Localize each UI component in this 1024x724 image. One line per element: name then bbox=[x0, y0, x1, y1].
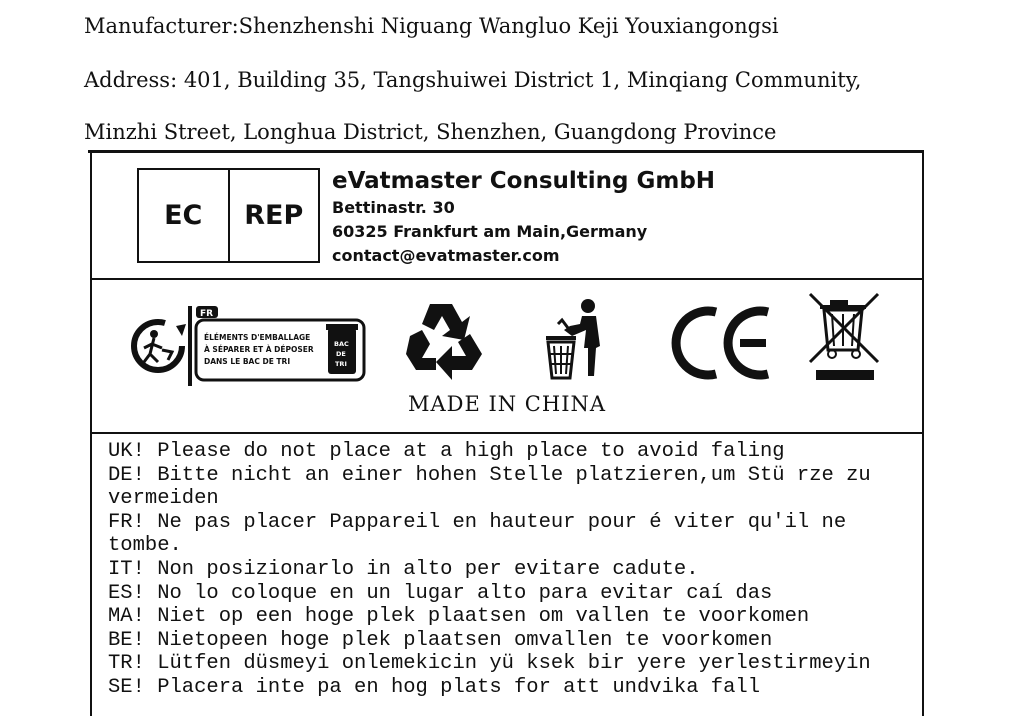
warning-line: tombe. bbox=[108, 534, 182, 558]
triman-text-1: ÉLÉMENTS D'EMBALLAGE bbox=[204, 333, 311, 342]
ce-mark-icon bbox=[668, 304, 778, 382]
warning-line: MA! Niet op een hoge plek plaatsen om vallen te voorkomen bbox=[108, 605, 810, 629]
triman-fr: FR bbox=[200, 309, 214, 319]
triman-icon bbox=[128, 304, 372, 388]
warning-line: IT! Non posizionarlo in alto per evitare cadute. bbox=[108, 557, 699, 581]
ec-rep-box bbox=[137, 168, 320, 263]
warning-line: BE! Nietopeen hoge plek plaatsen omvallen te voorkomen bbox=[108, 628, 773, 652]
triman-text-3: DANS LE BAC DE TRI bbox=[204, 357, 291, 366]
address-line-1: Address: 401, Building 35, Tangshuiwei District 1, Minqiang Community, bbox=[84, 68, 862, 92]
ec-rep-section bbox=[92, 152, 922, 280]
warning-line: TR! Lütfen düsmeyi onlemekicin yü ksek bir yere yerlestirmeyin bbox=[108, 652, 871, 676]
address-line-2: Minzhi Street, Longhua District, Shenzhen, Guangdong Province bbox=[84, 120, 777, 144]
triman-bin-1: BAC bbox=[334, 340, 349, 348]
rep-street: Bettinastr. 30 bbox=[332, 198, 455, 217]
ec-label: EC bbox=[164, 200, 203, 231]
triman-bin-3: TRI bbox=[335, 360, 347, 368]
rep-city: 60325 Frankfurt am Main,Germany bbox=[332, 222, 648, 241]
rep-email: contact@evatmaster.com bbox=[332, 246, 560, 265]
warnings-section bbox=[92, 434, 922, 718]
warning-line: ES! No lo coloque en un lugar alto para evitar caí das bbox=[108, 581, 773, 605]
warning-line: DE! Bitte nicht an einer hohen Stelle platzieren,um Stü rze zu bbox=[108, 463, 871, 487]
manufacturer-line: Manufacturer:Shenzhenshi Niguang Wangluo Keji Youxiangongsi bbox=[84, 14, 779, 38]
warning-line: SE! Placera inte pa en hog plats for att undvika fall bbox=[108, 675, 761, 699]
triman-bin-2: DE bbox=[336, 350, 346, 358]
recycle-icon bbox=[400, 296, 488, 384]
warnings-list bbox=[108, 440, 871, 700]
made-in-china: MADE IN CHINA bbox=[407, 392, 607, 416]
weee-crossed-bin-icon bbox=[804, 288, 888, 386]
rep-company: eVatmaster Consulting GmbH bbox=[332, 168, 716, 194]
warning-line: FR! Ne pas placer Pappareil en hauteur pour é viter qu'il ne bbox=[108, 510, 847, 534]
warning-line: UK! Please do not place at a high place to avoid faling bbox=[108, 440, 785, 463]
rep-label: REP bbox=[228, 170, 319, 261]
symbols-section bbox=[92, 280, 922, 434]
triman-text-2: À SÉPARER ET À DÉPOSER bbox=[204, 345, 314, 354]
product-label bbox=[90, 150, 924, 716]
warning-line: vermeiden bbox=[108, 487, 219, 511]
tidyman-icon bbox=[542, 296, 612, 382]
ec-rep-info bbox=[332, 166, 715, 268]
